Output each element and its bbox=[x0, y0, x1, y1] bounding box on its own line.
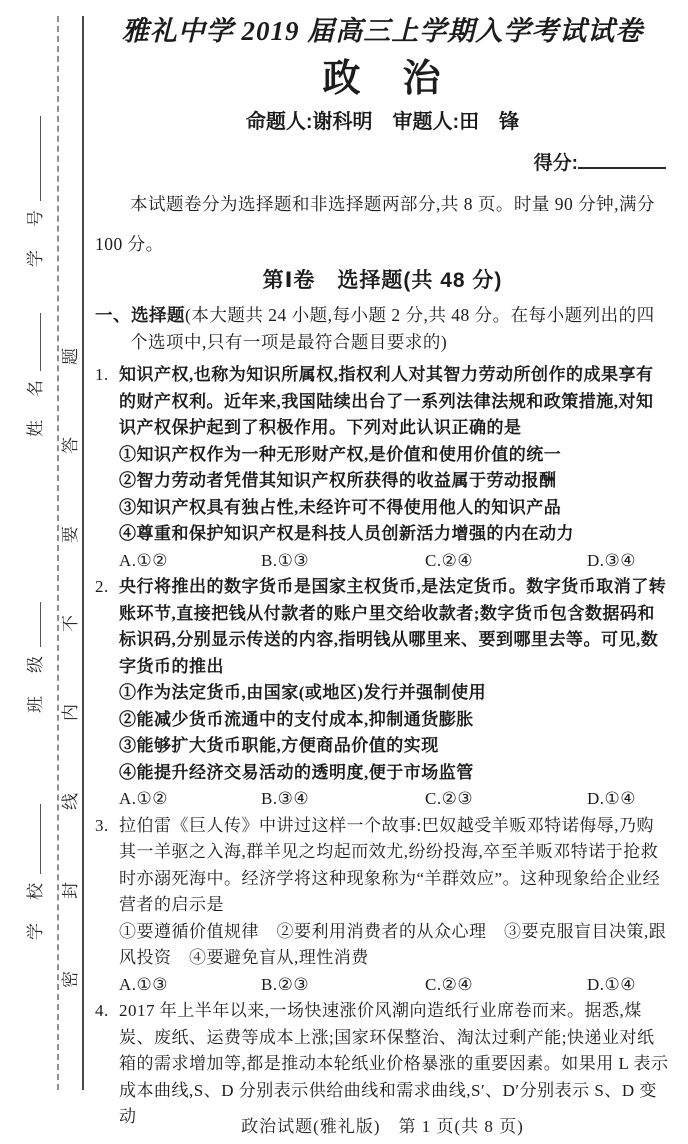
question-2-options bbox=[119, 786, 670, 813]
seal-notice-text: 密封线内不要答题 bbox=[61, 276, 80, 988]
question-1-number: 1. bbox=[95, 365, 109, 384]
question-4 bbox=[95, 998, 670, 1131]
score-blank bbox=[578, 150, 666, 169]
directions-lead: 一、选择题 bbox=[95, 305, 185, 325]
question-2-item-4: ④能提升经济交易活动的透明度,便于市场监管 bbox=[119, 762, 474, 782]
student-name-blank bbox=[26, 313, 41, 371]
question-3 bbox=[95, 813, 670, 999]
question-2-item-3: ③能够扩大货币职能,方便商品价值的实现 bbox=[119, 736, 439, 755]
section-title: 第Ⅰ卷 选择题(共 48 分) bbox=[262, 269, 503, 292]
student-number-blank bbox=[26, 116, 41, 201]
question-1-item-3: ③知识产权具有独占性,未经许可不得使用他人的知识产品 bbox=[119, 497, 562, 517]
score-label: 得分: bbox=[533, 153, 578, 174]
question-1 bbox=[95, 362, 670, 574]
question-2-stem: 央行将推出的数字货币是国家主权货币,是法定货币。数字货币取消了转账环节,直接把钱从付款者的账户里交给收款者;数字货币包含数据码和标识码,分别显示传送的内容,指明钱从哪里来、要到哪里去等。可见,数字货币的推出 bbox=[119, 577, 667, 676]
question-1-item-1: ①知识产权作为一种无形财产权,是价值和使用价值的统一 bbox=[119, 444, 562, 464]
question-1-stem: 知识产权,也称为知识所属权,指权利人对其智力劳动所创作的成果享有的财产权利。近年来,我国陆续出台了一系列法律法规和政策措施,对知识产权保护起到了积极作用。下列对此认识正确的是 bbox=[119, 365, 654, 437]
section-directions bbox=[95, 302, 670, 356]
question-3-option-b: B.②③ bbox=[261, 974, 310, 994]
authors-line: 命题人:谢科明 审题人:田 锋 bbox=[245, 111, 520, 133]
main-content bbox=[95, 14, 670, 1131]
question-3-option-d: D.①④ bbox=[587, 974, 637, 994]
question-1-option-d: D.③④ bbox=[587, 550, 637, 570]
question-3-items: ①要遵循价值规律 ②要利用消费者的从众心理 ③要克服盲目决策,跟风投资 ④要避免盲从,理性消费 bbox=[119, 921, 667, 967]
school-blank bbox=[26, 804, 41, 874]
seal-solid-line bbox=[82, 16, 84, 1090]
exam-title: 雅礼中学 2019 届高三上学期入学考试试卷 bbox=[121, 16, 644, 46]
question-1-options bbox=[119, 548, 670, 575]
question-3-option-a: A.①③ bbox=[119, 974, 169, 994]
intro-paragraph: 本试题卷分为选择题和非选择题两部分,共 8 页。时量 90 分钟,满分 100 分。 bbox=[95, 194, 655, 254]
page-footer: 政治试题(雅礼版) 第 1 页(共 8 页) bbox=[241, 1117, 524, 1136]
question-1-option-b: B.①③ bbox=[261, 550, 310, 570]
question-1-item-4: ④尊重和保护知识产权是科技人员创新活力增强的内在动力 bbox=[119, 524, 574, 543]
class-label: 班 级 bbox=[26, 653, 45, 713]
score-row bbox=[95, 150, 670, 176]
question-4-stem: 2017 年上半年以来,一场快速涨价风潮向造纸行业席卷而来。据悉,煤炭、废纸、运费等成本上涨;国家环保整治、淘汰过剩产能;快递业对纸箱的需求增加等,都是推动本轮纸业价格暴涨的重要因素。如果用 L 表示成本曲线,S、D 分别表示供给曲线和需求曲线,S′、D′分别表示 S、D 变动 bbox=[119, 1001, 669, 1126]
question-3-option-c: C.②④ bbox=[425, 974, 474, 994]
question-3-number: 3. bbox=[95, 815, 109, 835]
subject-title: 政 治 bbox=[322, 58, 443, 100]
question-2-option-c: C.②③ bbox=[425, 789, 474, 808]
question-1-item-2: ②智力劳动者凭借其知识产权所获得的收益属于劳动报酬 bbox=[119, 471, 557, 490]
question-1-body bbox=[119, 362, 670, 574]
question-2-option-d: D.①④ bbox=[587, 789, 637, 808]
student-number-field bbox=[26, 116, 46, 267]
question-2-number: 2. bbox=[95, 577, 109, 596]
class-field bbox=[26, 602, 46, 713]
question-4-body bbox=[119, 998, 670, 1131]
student-name-label: 姓 名 bbox=[26, 377, 45, 437]
student-name-field bbox=[26, 313, 46, 437]
school-label: 学 校 bbox=[26, 880, 45, 940]
question-1-option-c: C.②④ bbox=[425, 550, 474, 570]
question-3-stem: 拉伯雷《巨人传》中讲过这样一个故事:巴奴越受羊贩邓特诺侮辱,乃购其一羊驱之入海,群羊见之均起而效尤,纷纷投海,卒至羊贩邓特诺于抢救时亦溺死海中。经济学将这种现象称为“羊群效应”。这种现象给企业经营者的启示是 bbox=[119, 815, 661, 914]
question-2-item-2: ②能减少货币流通中的支付成本,抑制通货膨胀 bbox=[119, 709, 474, 729]
question-1-option-a: A.①② bbox=[119, 550, 169, 570]
question-4-number: 4. bbox=[95, 1001, 109, 1020]
school-field bbox=[26, 804, 46, 940]
question-2-option-b: B.③④ bbox=[261, 789, 310, 808]
question-2 bbox=[95, 574, 670, 813]
student-number-label: 学 号 bbox=[26, 207, 45, 267]
question-list bbox=[95, 362, 670, 1131]
question-3-options bbox=[119, 972, 670, 999]
question-2-body bbox=[119, 574, 670, 813]
directions-rest: (本大题共 24 小题,每小题 2 分,共 48 分。在每小题列出的四个选项中,只有一项是最符合题目要求的) bbox=[130, 305, 655, 352]
class-blank bbox=[26, 602, 41, 647]
question-2-item-1: ①作为法定货币,由国家(或地区)发行并强制使用 bbox=[119, 683, 487, 702]
seal-dashed-line bbox=[57, 16, 59, 1090]
question-2-option-a: A.①② bbox=[119, 789, 169, 808]
question-3-body bbox=[119, 813, 670, 999]
